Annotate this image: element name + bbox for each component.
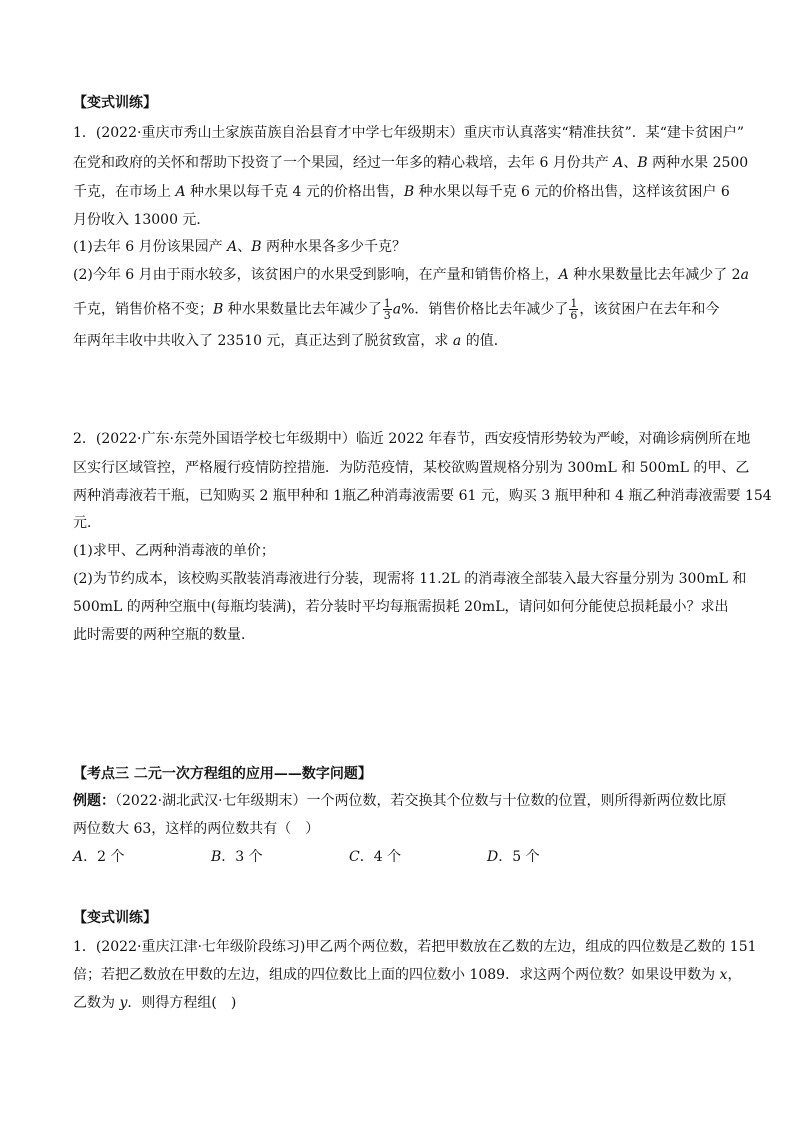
question-1-subquestion-2-line-3: 年两年丰收中共收入了 23510 元，真正达到了脱贫致富，求 a 的值． xyxy=(73,333,508,349)
option-a[interactable]: A．2 个 xyxy=(73,849,125,865)
question-1-line-3: 千克，在市场上 A 种水果以每千克 4 元的价格出售，B 种水果以每千克 6 元的价格出售，这样该贫困户 6 xyxy=(73,184,730,200)
example-line-1: 例题：（2022·湖北武汉·七年级期末）一个两位数，若交换其个位数与十位数的位置，则所得新两位数比原 xyxy=(73,793,727,809)
question-2-line-3: 两种消毒液若干瓶，已知购买 2 瓶甲种和 1瓶乙种消毒液需要 61 元，购买 3 瓶甲种和 4 瓶乙种消毒液需要 154 xyxy=(73,488,772,504)
question-1-line-4: 月份收入 13000 元． xyxy=(73,212,211,228)
section-heading-topic-three: 【考点三 二元一次方程组的应用——数字问题】 xyxy=(73,766,372,782)
option-b[interactable]: B．3 个 xyxy=(211,849,263,865)
section-heading-variant-training: 【变式训练】 xyxy=(73,95,157,111)
question-1-line-2: 在党和政府的关怀和帮助下投资了一个果园，经过一年多的精心栽培，去年 6 月份共产 A、B 两种水果 2500 xyxy=(73,155,749,171)
variant-question-1-line-3: 乙数为 y．则得方程组( ) xyxy=(73,995,237,1011)
question-1-subquestion-2-line-2: 千克，销售价格不变；B 种水果数量比去年减少了 $\frac{1}{3}$ a%．销售价格比去年减少了 $\frac{1}{6}$ ，该贫困户在去年和今 xyxy=(73,297,720,322)
question-2-subquestion-2-line-3: 此时需要的两种空瓶的数量． xyxy=(73,627,255,643)
question-2-line-4: 元． xyxy=(73,515,101,531)
option-d[interactable]: D．5 个 xyxy=(487,849,540,865)
question-2-subquestion-1: (1)求甲、乙两种消毒液的单价； xyxy=(73,543,275,559)
question-2-subquestion-2: (2)为节约成本，该校购买散装消毒液进行分装，现需将 11.2L 的消毒液全部装入最大容量分别为 300mL 和 xyxy=(73,571,747,587)
question-1-subquestion-2: (2)今年 6 月由于雨水较多，该贫困户的水果受到影响，在产量和销售价格上，A 种水果数量比去年减少了 2a xyxy=(73,267,749,283)
question-2-subquestion-2-line-2: 500mL 的两种空瓶中(每瓶均装满)，若分装时平均每瓶需损耗 20mL，请问如何分能使总损耗最小？求出 xyxy=(73,599,729,615)
example-line-2: 两位数大 63，这样的两位数共有（ ） xyxy=(73,821,320,837)
variant-question-1-line-2: 倍；若把乙数放在甲数的左边，组成的四位数比上面的四位数小 1089．求这两个两位数？如果设甲数为 x， xyxy=(73,967,742,983)
variant-question-1-line-1: 1．(2022·重庆江津·七年级阶段练习)甲乙两个两位数，若把甲数放在乙数的左边，组成的四位数是乙数的 151 xyxy=(73,939,757,955)
example-label: 例题： xyxy=(73,793,115,809)
option-c[interactable]: C．4 个 xyxy=(349,849,402,865)
example-options xyxy=(73,847,733,867)
fraction-one-third: $\frac{1}{3}$ xyxy=(383,297,391,322)
question-1-subquestion-1: (1)去年 6 月份该果园产 A、B 两种水果各多少千克？ xyxy=(73,239,406,255)
question-2-line-2: 区实行区域管控，严格履行疫情防控措施．为防范疫情，某校欲购置规格分别为 300mL 和 500mL 的甲、乙 xyxy=(73,460,750,476)
question-2-line-1: 2．(2022·广东·东莞外国语学校七年级期中）临近 2022 年春节，西安疫情形势较为严峻，对确诊病例所在地 xyxy=(73,431,751,447)
fraction-one-sixth: $\frac{1}{6}$ xyxy=(570,297,578,322)
section-heading-variant-training-2: 【变式训练】 xyxy=(73,910,157,926)
question-1-line-1: 1．(2022·重庆市秀山土家族苗族自治县育才中学七年级期末）重庆市认真落实“精准扶贫”．某“建卡贫困户” xyxy=(73,125,745,141)
